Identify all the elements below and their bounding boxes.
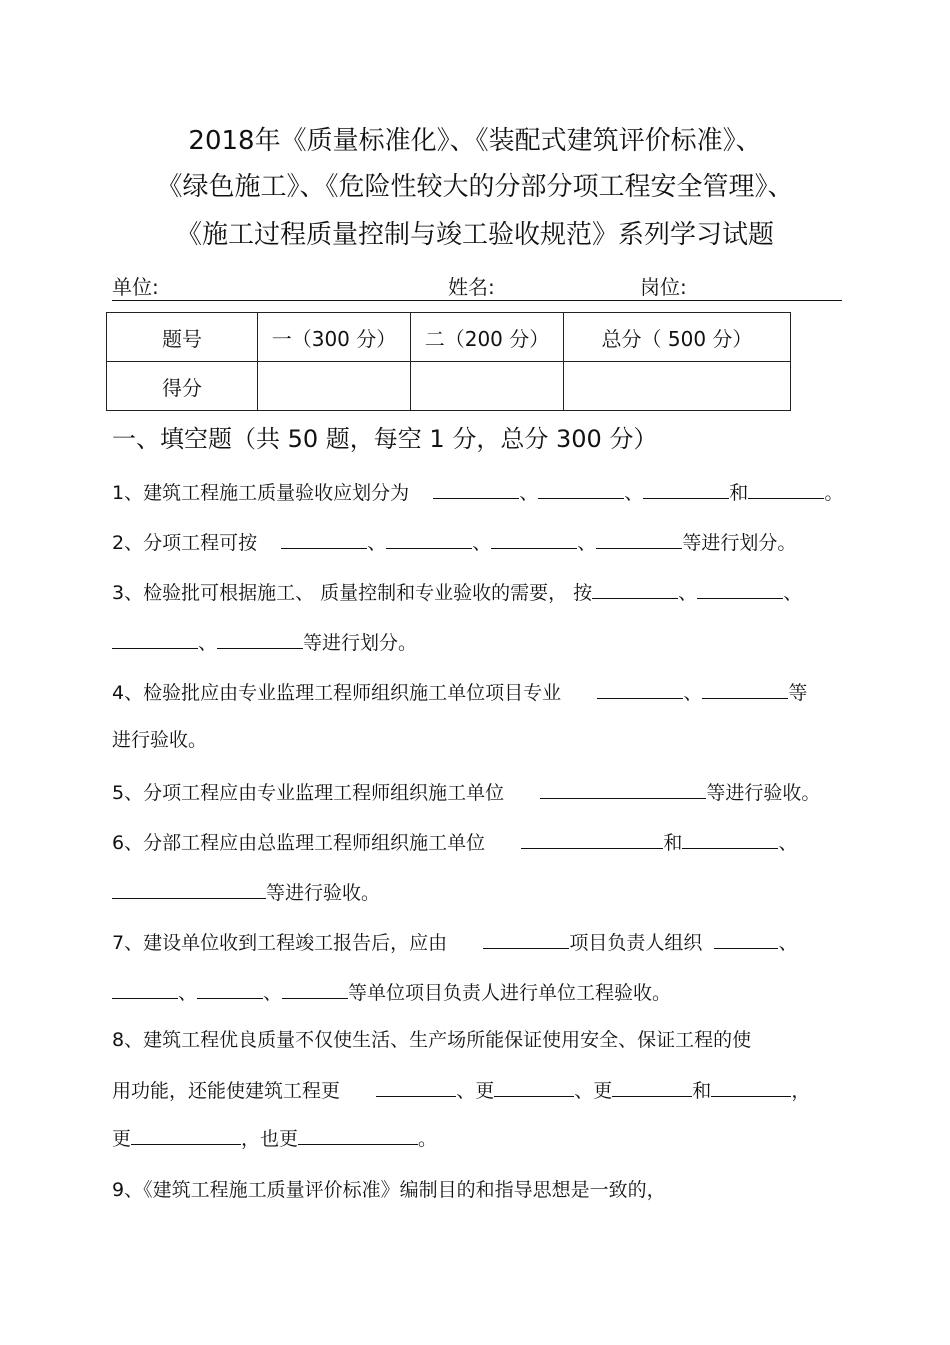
answer-blank[interactable] (702, 680, 788, 699)
separator: 、 (263, 982, 283, 1004)
separator: 、 (198, 632, 218, 654)
score-table (106, 312, 791, 411)
answer-blank[interactable] (714, 930, 778, 949)
question-text: 项目负责人组织 (569, 932, 703, 954)
question-text: 更 (112, 1128, 132, 1150)
question-9 (112, 1178, 666, 1202)
question-6-continued (112, 880, 380, 905)
separator: 、 (178, 982, 198, 1004)
row-label-score: 得分 (107, 362, 258, 411)
answer-blank[interactable] (596, 530, 682, 549)
answer-blank[interactable] (491, 530, 577, 549)
separator: 、 (519, 482, 539, 504)
answer-blank[interactable] (521, 830, 663, 849)
answer-blank[interactable] (748, 480, 824, 499)
question-text: 、更 (574, 1080, 613, 1102)
answer-blank[interactable] (540, 780, 706, 799)
answer-blank[interactable] (433, 480, 519, 499)
question-text: 。 (418, 1128, 438, 1150)
separator: 、 (577, 532, 597, 554)
name-label: 姓名: (448, 275, 495, 299)
question-text: 等进行划分。 (303, 632, 418, 654)
question-8-continued-2 (112, 1126, 437, 1151)
document-title-line-2: 《绿色施工》、《危险性较大的分部分项工程安全管理》、 (156, 172, 794, 202)
question-text: 3、检验批可根据施工、 质量控制和专业验收的需要， 按 (112, 582, 593, 604)
separator: 、 (778, 832, 798, 854)
answer-blank[interactable] (217, 630, 303, 649)
question-3 (112, 580, 802, 605)
question-text: 6、分部工程应由总监理工程师组织施工单位 (112, 832, 486, 854)
document-title-line-1: 2018年《质量标准化》、《装配式建筑评价标准》、 (188, 126, 762, 156)
answer-blank[interactable] (697, 580, 783, 599)
question-text: 9、《建筑工程施工质量评价标准》编制目的和指导思想是一致的， (112, 1179, 666, 1201)
answer-blank[interactable] (483, 930, 569, 949)
answer-blank[interactable] (281, 530, 367, 549)
header-total: 总分（ 500 分） (564, 313, 791, 362)
separator: 、 (678, 582, 698, 604)
answer-blank[interactable] (112, 630, 198, 649)
question-text: 进行验收。 (112, 729, 208, 751)
separator: 、 (778, 932, 798, 954)
question-text: 等进行验收。 (706, 782, 821, 804)
score-cell-part-two[interactable] (411, 362, 564, 411)
question-4 (112, 680, 807, 705)
question-text: 。 (824, 482, 844, 504)
answer-blank[interactable] (711, 1078, 791, 1097)
score-table-header-row (107, 313, 791, 362)
score-table-score-row (107, 362, 791, 411)
separator: 、 (472, 532, 492, 554)
document-title-line-3: 《施工过程质量控制与竣工验收规范》系列学习试题 (175, 220, 774, 250)
answer-blank[interactable] (282, 980, 348, 999)
question-4-continued (112, 728, 207, 752)
answer-blank[interactable] (112, 980, 178, 999)
question-text: 1、建筑工程施工质量验收应划分为 (112, 482, 410, 504)
separator: 、 (367, 532, 387, 554)
question-3-continued (112, 630, 417, 655)
answer-blank[interactable] (612, 1078, 692, 1097)
separator: 、 (683, 682, 703, 704)
question-text: 等单位项目负责人进行单位工程验收。 (348, 982, 672, 1004)
question-text: 等 (788, 682, 808, 704)
header-question-number: 题号 (107, 313, 258, 362)
info-row (112, 276, 842, 301)
question-text: ，也更 (241, 1128, 299, 1150)
separator: 和 (729, 482, 749, 504)
separator: 和 (663, 832, 683, 854)
question-2 (112, 530, 796, 555)
question-8-continued (112, 1078, 810, 1103)
question-5 (112, 780, 820, 805)
section-title-fill-in: 一、填空题（共 50 题，每空 1 分，总分 300 分） (112, 425, 658, 453)
answer-blank[interactable] (386, 530, 472, 549)
post-label: 岗位: (640, 275, 687, 299)
question-7 (112, 930, 797, 955)
answer-blank[interactable] (597, 680, 683, 699)
answer-blank[interactable] (197, 980, 263, 999)
score-cell-part-one[interactable] (258, 362, 411, 411)
answer-blank[interactable] (592, 580, 678, 599)
question-7-continued (112, 980, 671, 1005)
answer-blank[interactable] (376, 1078, 456, 1097)
answer-blank[interactable] (682, 830, 778, 849)
question-text: 等进行划分。 (682, 532, 797, 554)
unit-label: 单位: (112, 275, 159, 299)
answer-blank[interactable] (494, 1078, 574, 1097)
answer-blank[interactable] (112, 880, 266, 899)
question-text: 等进行验收。 (266, 882, 381, 904)
question-text: 2、分项工程可按 (112, 532, 258, 554)
separator: 、 (783, 582, 803, 604)
separator: 和 (692, 1080, 712, 1102)
separator: 、 (624, 482, 644, 504)
header-part-one: 一（300 分） (258, 313, 411, 362)
question-text: 5、分项工程应由专业监理工程师组织施工单位 (112, 782, 505, 804)
question-text: 4、检验批应由专业监理工程师组织施工单位项目专业 (112, 682, 562, 704)
question-text: 8、建筑工程优良质量不仅使生活、生产场所能保证使用安全、保证工程的使 (112, 1029, 752, 1051)
separator: ， (791, 1080, 811, 1102)
question-8 (112, 1028, 751, 1052)
answer-blank[interactable] (538, 480, 624, 499)
answer-blank[interactable] (643, 480, 729, 499)
answer-blank[interactable] (131, 1126, 241, 1145)
question-6 (112, 830, 797, 855)
header-part-two: 二（200 分） (411, 313, 564, 362)
question-text: 7、建设单位收到工程竣工报告后，应由 (112, 932, 448, 954)
question-text: 、更 (456, 1080, 495, 1102)
score-cell-total[interactable] (564, 362, 791, 411)
question-1 (112, 480, 843, 505)
question-text: 用功能，还能使建筑工程更 (112, 1080, 341, 1102)
answer-blank[interactable] (298, 1126, 418, 1145)
